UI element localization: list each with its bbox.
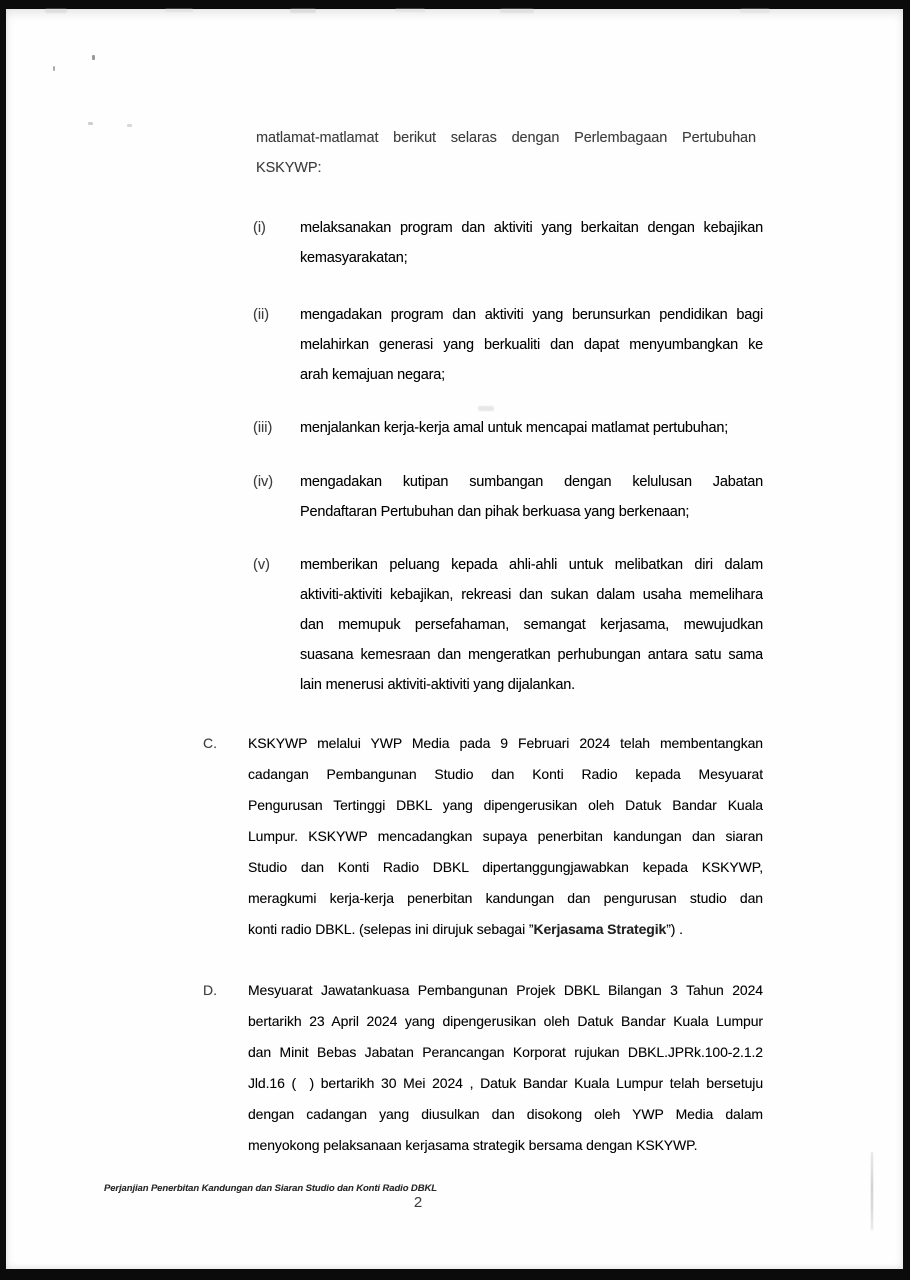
text-line: cadangan Pembangunan Studio dan Konti Radio kepada Mesyuarat	[248, 766, 763, 782]
text-line: lain menerusi aktiviti-aktiviti yang dijalankan.	[300, 677, 575, 693]
item-label: (iii)	[253, 420, 273, 436]
document-page	[6, 9, 903, 1269]
item-text	[300, 413, 763, 443]
page-number: 2	[413, 1194, 423, 1211]
footer-title: Perjanjian Penerbitan Kandungan dan Siaran Studio dan Konti Radio DBKL	[104, 1183, 437, 1194]
text-line: KSKYWP melalui YWP Media pada 9 Februari 2024 telah membentangkan	[248, 735, 763, 751]
item-label: (iv)	[253, 474, 274, 490]
paragraph-text	[248, 728, 763, 945]
text-line: menyokong pelaksanaan kerjasama strategik bersama dengan KSKYWP.	[248, 1137, 698, 1153]
scan-speck	[127, 124, 132, 127]
text-line: Studio dan Konti Radio DBKL dipertanggungjawabkan kepada KSKYWP,	[248, 859, 763, 875]
scan-scratch	[871, 1152, 873, 1230]
scan-smudge	[290, 9, 316, 13]
paragraph-text	[248, 975, 763, 1161]
text-line: matlamat-matlamat berikut selaras dengan Perlembagaan Pertubuhan	[256, 130, 756, 146]
text-line: Lumpur. KSKYWP mencadangkan supaya penerbitan kandungan dan siaran	[248, 828, 763, 844]
paragraph-label: C.	[203, 735, 217, 751]
scan-smudge	[165, 9, 193, 12]
scan-speck	[92, 55, 95, 60]
text-line: aktiviti-aktiviti kebajikan, rekreasi dan sukan dalam usaha memelihara	[300, 587, 763, 603]
text-line: dan memupuk persefahaman, semangat kerjasama, mewujudkan	[300, 617, 763, 633]
text-line: kemasyarakatan;	[300, 250, 408, 266]
text-line: memberikan peluang kepada ahli-ahli untuk melibatkan diri dalam	[300, 557, 763, 573]
scan-smudge	[45, 9, 67, 13]
text-line: menjalankan kerja-kerja amal untuk mencapai matlamat pertubuhan;	[300, 420, 729, 436]
text-line: bertarikh 23 April 2024 yang dipengerusikan oleh Datuk Bandar Kuala Lumpur	[248, 1013, 763, 1029]
scan-speck	[53, 66, 55, 71]
text-line: KSKYWP:	[256, 160, 322, 176]
text-line: Jld.16 ( ) bertarikh 30 Mei 2024 , Datuk Bandar Kuala Lumpur telah bersetuju	[248, 1075, 763, 1091]
text-line: Pendaftaran Pertubuhan dan pihak berkuasa yang berkenaan;	[300, 504, 690, 520]
scan-smudge	[740, 9, 770, 13]
paragraph-label: D.	[203, 982, 217, 998]
intro-paragraph	[256, 123, 756, 183]
text-line: konti radio DBKL. (selepas ini dirujuk sebagai ”Kerjasama Strategik”) .	[248, 921, 683, 937]
text-line: Pengurusan Tertinggi DBKL yang dipengerusikan oleh Datuk Bandar Kuala	[248, 797, 763, 813]
text-line: melaksanakan program dan aktiviti yang berkaitan dengan kebajikan	[300, 220, 763, 236]
scan-smudge	[478, 406, 494, 411]
text-line: arah kemajuan negara;	[300, 367, 445, 383]
scan-smudge	[395, 9, 425, 12]
text-line: melahirkan generasi yang berkualiti dan dapat menyumbangkan ke	[300, 337, 763, 353]
text-line: meragkumi kerja-kerja penerbitan kandungan dan pengurusan studio dan	[248, 890, 763, 906]
text-line: Mesyuarat Jawatankuasa Pembangunan Projek DBKL Bilangan 3 Tahun 2024	[248, 982, 763, 998]
text-line: suasana kemesraan dan mengeratkan perhubungan antara satu sama	[300, 647, 763, 663]
item-text	[300, 300, 763, 390]
item-label: (ii)	[253, 307, 270, 323]
item-label: (i)	[253, 220, 266, 236]
item-text	[300, 550, 763, 700]
item-text	[300, 213, 763, 273]
item-text	[300, 467, 763, 527]
scan-smudge	[500, 9, 534, 13]
text-line: mengadakan kutipan sumbangan dengan kelulusan Jabatan	[300, 474, 763, 490]
text-line: dan Minit Bebas Jabatan Perancangan Korporat rujukan DBKL.JPRk.100-2.1.2	[248, 1044, 763, 1060]
text-line: mengadakan program dan aktiviti yang berunsurkan pendidikan bagi	[300, 307, 763, 323]
item-label: (v)	[253, 557, 270, 573]
scan-speck	[88, 122, 93, 125]
text-line: dengan cadangan yang diusulkan dan disokong oleh YWP Media dalam	[248, 1106, 763, 1122]
